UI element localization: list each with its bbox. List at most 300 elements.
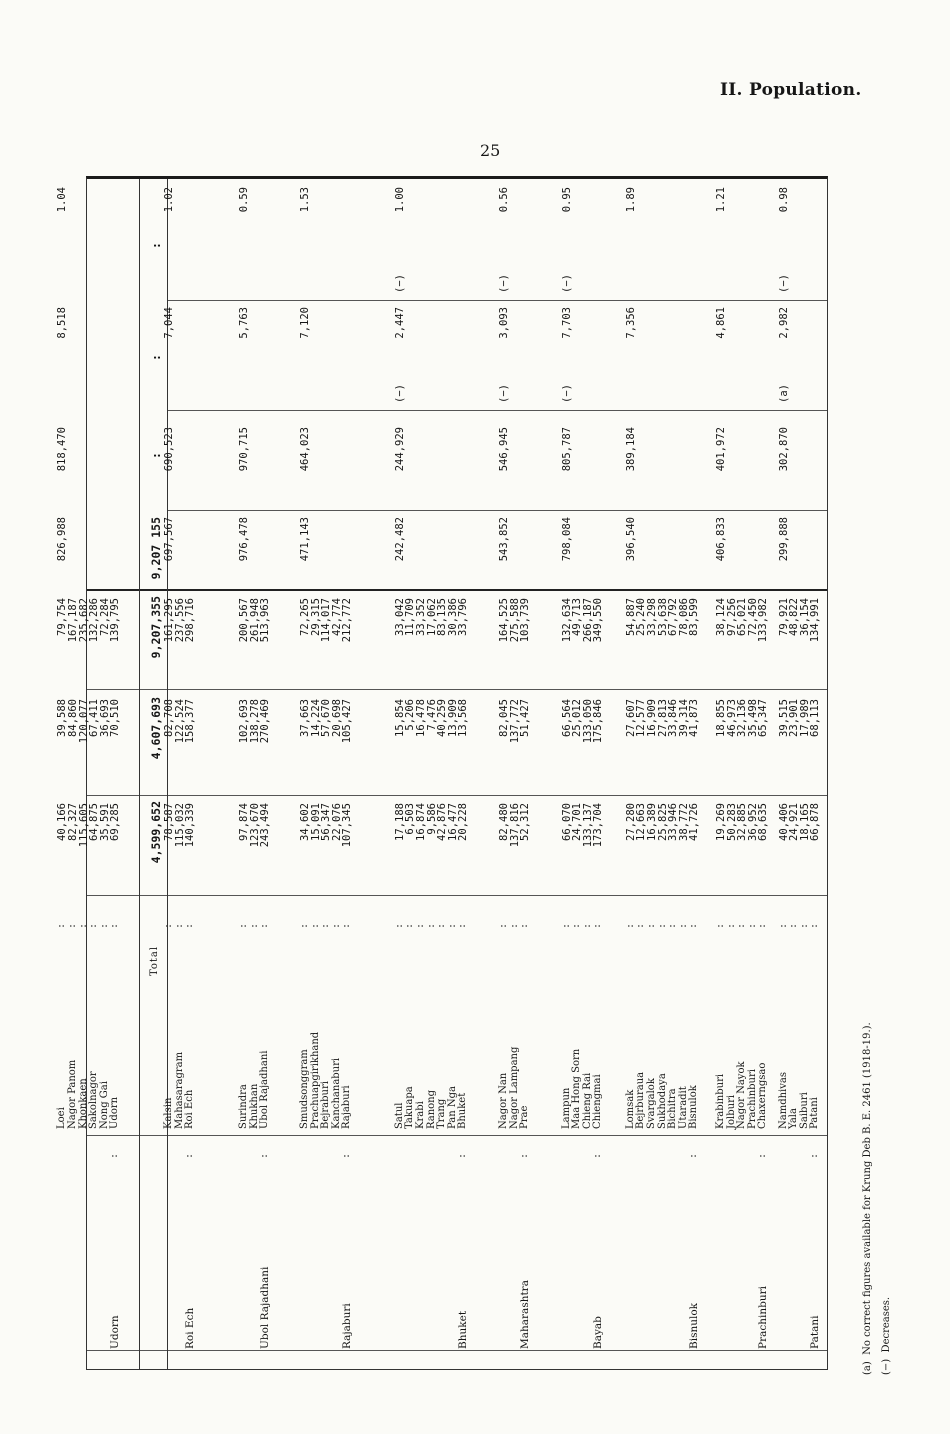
province-leader-dots: : xyxy=(341,1152,352,1159)
muang-name: Mahasaragram xyxy=(173,1051,185,1129)
muang-name: Rajaburi xyxy=(341,1085,353,1129)
females-value: 40,259 xyxy=(436,699,449,737)
muang-leader-dots: : xyxy=(581,922,593,929)
males-value: 16,477 xyxy=(446,803,459,841)
muang-leader-dots: : xyxy=(109,922,121,929)
males-value: 33,946 xyxy=(667,803,680,841)
total-value: 513,963 xyxy=(259,598,272,643)
muang-leader-dots: : xyxy=(571,922,583,929)
males-value: 82,480 xyxy=(498,803,511,841)
total-value: 72,450 xyxy=(746,598,759,636)
males-value: 16,874 xyxy=(415,803,427,841)
previous-population-a: 976,478 xyxy=(238,517,251,562)
males-value: 115,032 xyxy=(173,803,186,848)
total-value: 30,386 xyxy=(446,598,459,636)
males-value: 97,874 xyxy=(238,803,251,841)
muang-leader-dots: : xyxy=(746,922,758,929)
total-value: 298,716 xyxy=(184,598,197,643)
males-value: 50,283 xyxy=(725,803,738,841)
muang-leader-dots: : xyxy=(163,922,175,929)
total-value: 25,240 xyxy=(635,598,648,636)
males-value: 19,269 xyxy=(715,803,727,841)
percent-value: 1.00 xyxy=(393,187,406,213)
muang-leader-dots: : xyxy=(238,922,250,929)
muang-name: Kalsin xyxy=(163,1097,175,1129)
females-value: 84,860 xyxy=(67,699,79,737)
females-value: 12,577 xyxy=(635,699,648,737)
muang-name: Bhuket xyxy=(457,1092,469,1129)
males-value: 56,347 xyxy=(320,803,333,841)
females-value: 57,670 xyxy=(320,699,333,737)
muang-name: Krabinburi xyxy=(715,1073,726,1129)
muang-leader-dots: : xyxy=(404,922,416,929)
muang-leader-dots: : xyxy=(592,922,604,929)
females-value: 39,588 xyxy=(56,699,69,737)
females-value: 7,476 xyxy=(425,699,438,731)
females-value: 36,693 xyxy=(98,699,111,737)
total-pct-dots: : xyxy=(149,242,163,249)
province-name: Rajaburi xyxy=(341,1303,353,1349)
total-value: 54,887 xyxy=(624,598,637,636)
total-value: 79,754 xyxy=(56,598,69,636)
muang-name: Bejraburi xyxy=(320,1081,332,1129)
total-value: 79,921 xyxy=(777,598,790,636)
females-value: 51,427 xyxy=(519,699,532,737)
males-value: 15,091 xyxy=(309,803,322,841)
muang-leader-dots: : xyxy=(715,922,726,929)
males-value: 6,503 xyxy=(404,803,417,835)
muang-name: Khukhan xyxy=(248,1083,260,1129)
province-name: Bhuket xyxy=(457,1310,469,1349)
males-value: 34,602 xyxy=(299,803,311,841)
muang-leader-dots: : xyxy=(688,922,700,929)
females-value: 37,663 xyxy=(299,699,311,737)
previous-population-a: 396,540 xyxy=(624,517,637,562)
total-value: 114,017 xyxy=(320,598,333,643)
previous-population-a: 406,833 xyxy=(715,517,727,562)
previous-population-a: 299,888 xyxy=(777,517,790,562)
muang-leader-dots: : xyxy=(248,922,260,929)
percent-value: 0.56 xyxy=(498,187,511,213)
muang-leader-dots: : xyxy=(624,922,636,929)
females-value: 16,478 xyxy=(415,699,427,737)
muang-name: Namdhivas xyxy=(777,1072,789,1129)
muang-name: Nagor Panom xyxy=(67,1059,78,1129)
muang-name: Saiburi xyxy=(798,1092,810,1129)
muang-leader-dots: : xyxy=(173,922,185,929)
muang-name: Maa Hong Sorn xyxy=(571,1048,583,1129)
percent-sign: (−) xyxy=(560,274,573,293)
muang-leader-dots: : xyxy=(415,922,426,929)
change-value: 4,861 xyxy=(715,307,727,339)
province-name: Patani xyxy=(809,1315,821,1349)
total-value: 97,256 xyxy=(725,598,738,636)
muang-name: Bichitra xyxy=(667,1088,679,1129)
percent-sign: (−) xyxy=(498,274,511,293)
females-value: 82,045 xyxy=(498,699,511,737)
province-leader-dots: : xyxy=(592,1152,603,1159)
females-value: 27,813 xyxy=(656,699,669,737)
percent-value: 0.95 xyxy=(560,187,573,213)
total-value: 29,315 xyxy=(309,598,322,636)
muang-leader-dots: : xyxy=(56,922,68,929)
muang-name: Nagor Nan xyxy=(498,1072,510,1129)
percent-value: 0.98 xyxy=(777,187,790,213)
males-value: 27,280 xyxy=(624,803,637,841)
muang-name: Sukhodaya xyxy=(656,1073,668,1129)
muang-name: Udorn xyxy=(109,1096,121,1129)
males-value: 22,076 xyxy=(330,803,343,841)
males-value: 173,704 xyxy=(592,803,605,848)
total-value: 36,154 xyxy=(798,598,811,636)
previous-population-a: 471,143 xyxy=(299,517,311,562)
column-rule xyxy=(87,1350,827,1351)
previous-population-a: 543,852 xyxy=(498,517,511,562)
males-value: 40,406 xyxy=(777,803,790,841)
total-value: 83,599 xyxy=(688,598,701,636)
males-value: 68,635 xyxy=(757,803,770,841)
column-rule xyxy=(167,300,827,301)
females-value: 5,206 xyxy=(404,699,417,731)
muang-name: Patani xyxy=(809,1097,821,1129)
change-value: 7,356 xyxy=(624,307,637,339)
percent-value: 1.89 xyxy=(624,187,637,213)
total-value: 235,682 xyxy=(77,598,90,643)
muang-name: Satul xyxy=(393,1102,405,1129)
previous-population-a: 242,482 xyxy=(393,517,406,562)
total-change-dots: : xyxy=(149,354,163,361)
footnote-a: (a) No correct figures available for Krung Deb B. E. 2461 (1918-19.). xyxy=(862,1022,873,1375)
muang-leader-dots: : xyxy=(446,922,458,929)
total-value: 161,295 xyxy=(163,598,176,643)
column-rule xyxy=(87,795,827,796)
males-value: 40,166 xyxy=(56,803,69,841)
province-leader-dots: : xyxy=(457,1152,468,1159)
muang-name: Prachuapgirikhand xyxy=(309,1031,321,1129)
change-sign: (−) xyxy=(560,384,573,403)
females-value: 35,498 xyxy=(746,699,759,737)
females-value: 32,136 xyxy=(736,699,749,737)
muang-leader-dots: : xyxy=(725,922,737,929)
muang-leader-dots: : xyxy=(184,922,196,929)
previous-population-b: 464,023 xyxy=(299,427,311,472)
muang-name: Chiengmai xyxy=(592,1074,604,1129)
column-rule xyxy=(87,1135,827,1136)
total-value: 53,638 xyxy=(656,598,669,636)
change-value: 3,093 xyxy=(498,307,511,339)
muang-leader-dots: : xyxy=(436,922,448,929)
percent-value: 1.04 xyxy=(56,187,69,213)
muang-name: Ranong xyxy=(425,1089,437,1129)
change-value: 5,763 xyxy=(238,307,251,339)
muang-name: Utaradit xyxy=(677,1086,689,1129)
column-rule xyxy=(87,689,827,690)
total-value: 33,352 xyxy=(415,598,427,636)
muang-name: Bejrburaua xyxy=(635,1071,647,1129)
males-value: 35,591 xyxy=(98,803,111,841)
previous-population-a: 798,084 xyxy=(560,517,573,562)
females-value: 70,510 xyxy=(109,699,122,737)
province-leader-dots: : xyxy=(519,1152,530,1159)
total-value: 33,796 xyxy=(457,598,470,636)
total-value: 134,991 xyxy=(809,598,822,643)
males-value: 16,389 xyxy=(646,803,658,841)
muang-leader-dots: : xyxy=(98,922,110,929)
province-name: Roi Ech xyxy=(184,1307,196,1349)
previous-population-b: 546,945 xyxy=(498,427,511,472)
muang-leader-dots: : xyxy=(736,922,748,929)
percent-value: 1.02 xyxy=(163,187,176,213)
previous-population-b: 970,715 xyxy=(238,427,251,472)
muang-name: Nagor Nayok xyxy=(736,1061,748,1129)
males-value: 17,188 xyxy=(393,803,406,841)
males-value: 9,586 xyxy=(425,803,438,835)
females-value: 68,113 xyxy=(809,699,822,737)
footnotes xyxy=(858,1015,896,1375)
males-value: 24,921 xyxy=(788,803,801,841)
muang-leader-dots: : xyxy=(656,922,668,929)
muang-leader-dots: : xyxy=(425,922,437,929)
change-value: 7,044 xyxy=(163,307,176,339)
muang-name: Svargalok xyxy=(646,1078,657,1129)
muang-leader-dots: : xyxy=(777,922,789,929)
percent-sign: (−) xyxy=(393,274,406,293)
males-value: 41,726 xyxy=(688,803,701,841)
total-row-rule xyxy=(139,179,140,1369)
total-males: 4,599,652 xyxy=(149,801,163,864)
muang-leader-dots: : xyxy=(677,922,689,929)
section-title: II. Population. xyxy=(720,80,862,100)
previous-population-b: 401,972 xyxy=(715,427,727,472)
males-value: 24,701 xyxy=(571,803,584,841)
page-number: 25 xyxy=(480,141,501,160)
total-value: 349,550 xyxy=(592,598,605,643)
change-value: 2,982 xyxy=(777,307,790,339)
muang-leader-dots: : xyxy=(635,922,647,929)
previous-population-a: 826,988 xyxy=(56,517,69,562)
males-value: 20,228 xyxy=(457,803,470,841)
females-value: 67,411 xyxy=(88,699,101,737)
previous-population-b: 805,787 xyxy=(560,427,573,472)
muang-name: Chieng Rai xyxy=(581,1072,593,1129)
muang-leader-dots: : xyxy=(341,922,353,929)
column-rule xyxy=(167,410,827,411)
males-value: 243,494 xyxy=(259,803,272,848)
previous-population-b: 302,870 xyxy=(777,427,790,472)
population-table xyxy=(56,176,828,1370)
total-value: 72,284 xyxy=(98,598,111,636)
muang-name: Prachinburi xyxy=(746,1069,758,1129)
females-value: 175,846 xyxy=(592,699,605,744)
muang-name: Ubol Rajadhani xyxy=(259,1050,271,1129)
change-value: 2,447 xyxy=(393,307,406,339)
total-value: 275,588 xyxy=(508,598,521,643)
muang-leader-dots: : xyxy=(508,922,520,929)
muang-leader-dots: : xyxy=(498,922,510,929)
muang-name: Trang xyxy=(436,1098,448,1129)
muang-leader-dots: : xyxy=(299,922,310,929)
muang-name: Khonkaen xyxy=(77,1078,89,1129)
total-value: 33,042 xyxy=(393,598,406,636)
percent-value: 1.53 xyxy=(299,187,311,213)
change-value: 7,703 xyxy=(560,307,573,339)
males-value: 66,070 xyxy=(560,803,573,841)
males-value: 52,312 xyxy=(519,803,532,841)
total-population: 9,207,355 xyxy=(149,596,163,659)
total-previous: 9,207 155 xyxy=(149,517,163,580)
females-value: 138,278 xyxy=(248,699,261,744)
muang-name: Krabi xyxy=(415,1101,426,1129)
males-value: 12,663 xyxy=(635,803,648,841)
muang-leader-dots: : xyxy=(77,922,89,929)
previous-population-b: 818,470 xyxy=(56,427,69,472)
total-value: 139,795 xyxy=(109,598,122,643)
males-value: 123,670 xyxy=(248,803,261,848)
males-value: 140,339 xyxy=(184,803,197,848)
males-value: 82,327 xyxy=(67,803,79,841)
muang-leader-dots: : xyxy=(88,922,100,929)
muang-name: Smudsonggram xyxy=(299,1049,310,1129)
total-value: 49,713 xyxy=(571,598,584,636)
total-value: 200,567 xyxy=(238,598,251,643)
females-value: 66,564 xyxy=(560,699,573,737)
percent-value: 1.21 xyxy=(715,187,727,213)
females-value: 25,012 xyxy=(571,699,584,737)
males-value: 69,285 xyxy=(109,803,122,841)
females-value: 27,607 xyxy=(624,699,637,737)
males-value: 38,772 xyxy=(677,803,690,841)
province-name: Bayab xyxy=(592,1316,604,1349)
females-value: 137,772 xyxy=(508,699,521,744)
province-leader-dots: : xyxy=(109,1152,120,1159)
change-sign: (a) xyxy=(777,384,790,403)
muang-leader-dots: : xyxy=(646,922,657,929)
previous-population-b: 244,929 xyxy=(393,427,406,472)
total-value: 132,634 xyxy=(560,598,573,643)
province-leader-dots: : xyxy=(688,1152,699,1159)
muang-leader-dots: : xyxy=(788,922,800,929)
males-value: 133,137 xyxy=(581,803,594,848)
province-name: Prachinburi xyxy=(757,1286,769,1349)
total-value: 103,739 xyxy=(519,598,532,643)
total-value: 67,792 xyxy=(667,598,680,636)
females-value: 17,989 xyxy=(798,699,811,737)
muang-leader-dots: : xyxy=(667,922,679,929)
females-value: 158,377 xyxy=(184,699,197,744)
change-sign: (−) xyxy=(498,384,511,403)
females-value: 15,854 xyxy=(393,699,406,737)
province-leader-dots: : xyxy=(184,1152,195,1159)
females-value: 120,077 xyxy=(77,699,90,744)
muang-name: Chaxerngsao xyxy=(757,1062,769,1129)
males-value: 36,952 xyxy=(746,803,759,841)
change-value: 8,518 xyxy=(56,307,69,339)
change-value: 7,120 xyxy=(299,307,311,339)
muang-name: Takuapa xyxy=(404,1086,416,1129)
males-value: 64,875 xyxy=(88,803,101,841)
percent-sign: (−) xyxy=(777,274,790,293)
muang-name: Pan Nga xyxy=(446,1086,458,1129)
muang-name: Surindra xyxy=(238,1084,250,1129)
females-value: 102,693 xyxy=(238,699,251,744)
total-value: 261,948 xyxy=(248,598,261,643)
males-value: 25,825 xyxy=(656,803,669,841)
province-name: Bisnulok xyxy=(688,1302,700,1349)
muang-name: Sakolnagor xyxy=(88,1071,100,1129)
total-value: 132,286 xyxy=(88,598,101,643)
total-prev-dots: : xyxy=(149,452,163,459)
females-value: 33,846 xyxy=(667,699,680,737)
muang-name: Nagor Lampang xyxy=(508,1046,520,1129)
females-value: 14,224 xyxy=(309,699,322,737)
rotated-table-body xyxy=(56,179,827,1369)
previous-population-a: 697,567 xyxy=(163,517,176,562)
total-value: 167,187 xyxy=(67,598,79,643)
muang-name: Nong Gai xyxy=(98,1081,110,1129)
males-value: 42,876 xyxy=(436,803,449,841)
muang-leader-dots: : xyxy=(259,922,271,929)
males-value: 78,587 xyxy=(163,803,176,841)
total-value: 48,822 xyxy=(788,598,801,636)
muang-leader-dots: : xyxy=(309,922,321,929)
females-value: 20,698 xyxy=(330,699,343,737)
females-value: 18,855 xyxy=(715,699,727,737)
total-value: 42,774 xyxy=(330,598,343,636)
column-rule xyxy=(87,589,827,591)
females-value: 82,708 xyxy=(163,699,176,737)
total-value: 17,062 xyxy=(425,598,438,636)
muang-name: Lomsak xyxy=(624,1089,636,1129)
province-leader-dots: : xyxy=(809,1152,820,1159)
females-value: 16,909 xyxy=(646,699,658,737)
footnote-decrease: (−) Decreases. xyxy=(881,1296,892,1375)
province-leader-dots: : xyxy=(757,1152,768,1159)
muang-leader-dots: : xyxy=(330,922,342,929)
muang-leader-dots: : xyxy=(560,922,572,929)
females-value: 65,347 xyxy=(757,699,770,737)
males-value: 66,878 xyxy=(809,803,822,841)
previous-population-b: 690,523 xyxy=(163,427,176,472)
females-value: 41,873 xyxy=(688,699,701,737)
muang-name: Kanchanaburi xyxy=(330,1057,342,1129)
females-value: 39,314 xyxy=(677,699,690,737)
total-value: 11,709 xyxy=(404,598,417,636)
total-value: 133,982 xyxy=(757,598,770,643)
total-value: 266,187 xyxy=(581,598,594,643)
males-value: 32,885 xyxy=(736,803,749,841)
muang-name: Loei xyxy=(56,1107,68,1129)
muang-name: Lampun xyxy=(560,1087,572,1129)
total-value: 65,021 xyxy=(736,598,749,636)
muang-name: Roi Ech xyxy=(184,1089,196,1129)
total-value: 78,086 xyxy=(677,598,690,636)
females-value: 39,515 xyxy=(777,699,790,737)
muang-leader-dots: : xyxy=(67,922,78,929)
column-rule xyxy=(167,510,827,511)
males-value: 115,605 xyxy=(77,803,90,848)
males-value: 137,816 xyxy=(508,803,521,848)
muang-leader-dots: : xyxy=(457,922,469,929)
province-name: Maharashtra xyxy=(519,1280,531,1349)
males-value: 18,165 xyxy=(798,803,811,841)
muang-leader-dots: : xyxy=(798,922,810,929)
muang-name: Jolburi xyxy=(725,1094,737,1129)
total-value: 83,135 xyxy=(436,598,449,636)
muang-name: Prae xyxy=(519,1105,531,1129)
muang-name: Bisnulok xyxy=(688,1085,700,1129)
females-value: 23,901 xyxy=(788,699,801,737)
females-value: 105,427 xyxy=(341,699,354,744)
